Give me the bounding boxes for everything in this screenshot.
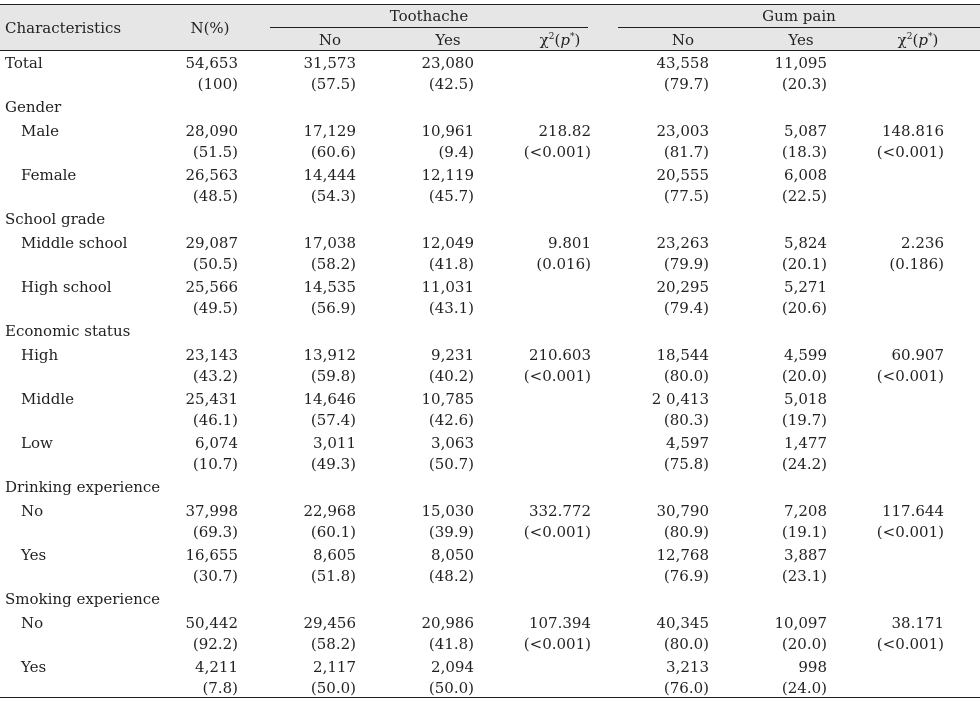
row-label: Low <box>21 434 53 452</box>
table-cell-t-chi-value: 107.394 <box>528 614 591 632</box>
table-cell-g-no-value: 12,768 <box>656 546 709 564</box>
table-cell-n-pct: (49.5) <box>192 299 238 317</box>
table-cell-t-yes-value: 10,785 <box>421 390 474 408</box>
table-cell-t-no-value: 17,129 <box>303 122 356 140</box>
table-cell-g-no-value: 4,597 <box>666 434 709 452</box>
table-cell-n-value: 37,998 <box>185 502 238 520</box>
row-label: Yes <box>21 546 47 564</box>
table-cell-g-yes-value: 998 <box>798 658 827 676</box>
table-cell-t-yes-pct: (42.5) <box>428 75 474 93</box>
table-cell-t-no-value: 17,038 <box>303 234 356 252</box>
table-cell-n-pct: (92.2) <box>192 635 238 653</box>
table-cell-t-chi-value: 9.801 <box>548 234 591 252</box>
table-cell-t-chi-pct: (<0.001) <box>523 367 591 385</box>
table-cell-n-value: 29,087 <box>185 234 238 252</box>
table-cell-g-no-pct: (81.7) <box>663 143 709 161</box>
section-label: Economic status <box>5 322 131 340</box>
table-cell-g-yes-value: 7,208 <box>784 502 827 520</box>
table-cell-t-no-value: 31,573 <box>303 54 356 72</box>
table-cell-g-chi-value: 117.644 <box>881 502 944 520</box>
table-cell-g-chi-pct: (<0.001) <box>876 635 944 653</box>
table-cell-t-no-value: 13,912 <box>303 346 356 364</box>
table-cell-g-yes-pct: (23.1) <box>781 567 827 585</box>
table-cell-g-chi-pct: (<0.001) <box>876 523 944 541</box>
table-cell-t-yes-value: 12,049 <box>421 234 474 252</box>
table-cell-n-value: 16,655 <box>185 546 238 564</box>
table-cell-n-pct: (69.3) <box>192 523 238 541</box>
table-cell-g-no-pct: (80.3) <box>663 411 709 429</box>
table-cell-t-no-value: 14,535 <box>303 278 356 296</box>
row-label: Total <box>5 54 43 72</box>
table-cell-t-yes-value: 20,986 <box>421 614 474 632</box>
table-cell-g-yes-pct: (24.0) <box>781 679 827 697</box>
table-cell-g-yes-pct: (20.6) <box>781 299 827 317</box>
table-cell-t-yes-value: 15,030 <box>421 502 474 520</box>
table-cell-t-no-value: 14,646 <box>303 390 356 408</box>
gum-yes-header: Yes <box>788 31 814 49</box>
toothache-yes-header: Yes <box>435 31 461 49</box>
table-cell-g-yes-value: 5,087 <box>784 122 827 140</box>
table-cell-t-yes-value: 9,231 <box>431 346 474 364</box>
table-cell-t-yes-value: 11,031 <box>421 278 474 296</box>
table-cell-g-yes-value: 5,824 <box>784 234 827 252</box>
table-cell-g-yes-value: 6,008 <box>784 166 827 184</box>
table-cell-t-yes-pct: (39.9) <box>428 523 474 541</box>
table-cell-g-no-pct: (79.7) <box>663 75 709 93</box>
table-cell-t-chi-value: 332.772 <box>528 502 591 520</box>
toothache-no-header: No <box>318 31 342 49</box>
table-cell-t-yes-pct: (40.2) <box>428 367 474 385</box>
table-cell-g-no-value: 3,213 <box>666 658 709 676</box>
row-label: Female <box>21 166 77 184</box>
table-cell-t-chi-value: 218.82 <box>538 122 591 140</box>
table-cell-g-chi-pct: (0.186) <box>889 255 944 273</box>
table-cell-t-no-pct: (57.4) <box>310 411 356 429</box>
table-cell-t-no-pct: (57.5) <box>310 75 356 93</box>
table-cell-t-yes-pct: (50.0) <box>428 679 474 697</box>
table-cell-g-chi-value: 2.236 <box>901 234 944 252</box>
table-cell-t-yes-value: 12,119 <box>421 166 474 184</box>
table-cell-n-pct: (51.5) <box>192 143 238 161</box>
table-cell-g-chi-pct: (<0.001) <box>876 143 944 161</box>
table-cell-n-value: 28,090 <box>185 122 238 140</box>
table-cell-g-no-pct: (75.8) <box>663 455 709 473</box>
table-cell-n-value: 6,074 <box>195 434 238 452</box>
table-cell-g-yes-value: 4,599 <box>784 346 827 364</box>
table-cell-t-no-pct: (50.0) <box>310 679 356 697</box>
table-cell-g-chi-value: 38.171 <box>891 614 944 632</box>
table-cell-t-yes-pct: (41.8) <box>428 635 474 653</box>
table-cell-t-yes-pct: (45.7) <box>428 187 474 205</box>
row-label: Yes <box>21 658 47 676</box>
table-cell-t-yes-value: 8,050 <box>431 546 474 564</box>
table-cell-g-no-value: 30,790 <box>656 502 709 520</box>
table-cell-g-yes-value: 3,887 <box>784 546 827 564</box>
table-cell-t-yes-pct: (48.2) <box>428 567 474 585</box>
table-cell-t-chi-value: 210.603 <box>528 346 591 364</box>
table-cell-n-value: 54,653 <box>185 54 238 72</box>
bottom-rule <box>0 697 980 698</box>
row-label: Male <box>21 122 59 140</box>
table-cell-t-no-value: 2,117 <box>313 658 356 676</box>
row-label: High <box>21 346 59 364</box>
table-cell-t-yes-value: 10,961 <box>421 122 474 140</box>
table-cell-g-yes-value: 11,095 <box>774 54 827 72</box>
table-cell-g-no-pct: (77.5) <box>663 187 709 205</box>
header-bottom-rule <box>0 50 980 51</box>
table-cell-t-no-pct: (58.2) <box>310 255 356 273</box>
table-cell-g-chi-pct: (<0.001) <box>876 367 944 385</box>
table-cell-t-no-pct: (51.8) <box>310 567 356 585</box>
table-cell-g-chi-value: 60.907 <box>891 346 944 364</box>
table-cell-t-no-value: 22,968 <box>303 502 356 520</box>
table-cell-g-yes-pct: (24.2) <box>781 455 827 473</box>
row-label: High school <box>21 278 112 296</box>
gum-pain-header: Gum pain <box>762 7 836 25</box>
table-cell-g-yes-value: 1,477 <box>784 434 827 452</box>
table-cell-g-no-pct: (80.0) <box>663 367 709 385</box>
table-cell-n-pct: (46.1) <box>192 411 238 429</box>
table-cell-t-no-pct: (58.2) <box>310 635 356 653</box>
section-label: School grade <box>5 210 106 228</box>
table-cell-g-no-pct: (76.9) <box>663 567 709 585</box>
table-cell-t-yes-pct: (9.4) <box>438 143 474 161</box>
gum-chi-header: $\chi^2(p^*)$ <box>897 31 939 49</box>
table-cell-t-no-value: 3,011 <box>313 434 356 452</box>
table-cell-t-no-pct: (54.3) <box>310 187 356 205</box>
table-cell-g-no-value: 20,295 <box>656 278 709 296</box>
section-label: Gender <box>5 98 62 116</box>
table-cell-g-chi-value: 148.816 <box>881 122 944 140</box>
table-cell-g-no-pct: (76.0) <box>663 679 709 697</box>
row-label: No <box>21 502 44 520</box>
table-cell-t-no-pct: (59.8) <box>310 367 356 385</box>
characteristics-header: Characteristics <box>5 19 122 37</box>
table-cell-t-yes-pct: (43.1) <box>428 299 474 317</box>
table-cell-t-yes-value: 3,063 <box>431 434 474 452</box>
table-cell-t-chi-pct: (<0.001) <box>523 635 591 653</box>
table-cell-g-no-value: 23,263 <box>656 234 709 252</box>
table-cell-g-yes-pct: (20.0) <box>781 367 827 385</box>
row-label: No <box>21 614 44 632</box>
table-cell-t-no-value: 29,456 <box>303 614 356 632</box>
table-cell-n-value: 25,566 <box>185 278 238 296</box>
table-cell-t-yes-value: 2,094 <box>431 658 474 676</box>
table-cell-g-yes-pct: (22.5) <box>781 187 827 205</box>
toothache-chi-header: $\chi^2(p^*)$ <box>539 31 581 49</box>
table-cell-t-no-pct: (49.3) <box>310 455 356 473</box>
table-cell-t-no-pct: (60.6) <box>310 143 356 161</box>
table-cell-t-chi-pct: (<0.001) <box>523 523 591 541</box>
table-cell-g-no-pct: (80.0) <box>663 635 709 653</box>
table-cell-t-no-pct: (56.9) <box>310 299 356 317</box>
table-cell-g-no-value: 40,345 <box>656 614 709 632</box>
table-cell-g-yes-pct: (20.1) <box>781 255 827 273</box>
table-cell-t-no-value: 8,605 <box>313 546 356 564</box>
table-cell-n-pct: (43.2) <box>192 367 238 385</box>
table-cell-n-pct: (50.5) <box>192 255 238 273</box>
table-cell-g-yes-value: 10,097 <box>774 614 827 632</box>
table-cell-n-pct: (10.7) <box>192 455 238 473</box>
table-cell-g-no-pct: (79.9) <box>663 255 709 273</box>
gum-pain-rule <box>618 27 980 28</box>
section-label: Drinking experience <box>5 478 161 496</box>
table-cell-t-yes-pct: (50.7) <box>428 455 474 473</box>
row-label: Middle school <box>21 234 128 252</box>
table-cell-g-yes-pct: (20.0) <box>781 635 827 653</box>
top-rule <box>0 4 980 5</box>
table-cell-n-pct: (100) <box>197 75 238 93</box>
n-pct-header: N(%) <box>190 19 230 37</box>
gum-no-header: No <box>671 31 695 49</box>
table-cell-g-yes-value: 5,271 <box>784 278 827 296</box>
table-cell-t-no-value: 14,444 <box>303 166 356 184</box>
table-cell-t-yes-value: 23,080 <box>421 54 474 72</box>
table-cell-g-yes-pct: (19.7) <box>781 411 827 429</box>
table-cell-g-no-pct: (79.4) <box>663 299 709 317</box>
table-cell-n-value: 25,431 <box>185 390 238 408</box>
table-cell-n-pct: (48.5) <box>192 187 238 205</box>
table-cell-g-yes-value: 5,018 <box>784 390 827 408</box>
table-cell-g-yes-pct: (20.3) <box>781 75 827 93</box>
table-cell-n-value: 26,563 <box>185 166 238 184</box>
toothache-rule <box>270 27 588 28</box>
table-cell-n-pct: (7.8) <box>202 679 238 697</box>
table-cell-g-yes-pct: (18.3) <box>781 143 827 161</box>
table-cell-t-chi-pct: (0.016) <box>536 255 591 273</box>
table-cell-t-yes-pct: (42.6) <box>428 411 474 429</box>
table-cell-g-no-pct: (80.9) <box>663 523 709 541</box>
table-cell-t-no-pct: (60.1) <box>310 523 356 541</box>
table-cell-g-no-value: 23,003 <box>656 122 709 140</box>
table-cell-g-no-value: 43,558 <box>656 54 709 72</box>
table-cell-g-yes-pct: (19.1) <box>781 523 827 541</box>
row-label: Middle <box>21 390 75 408</box>
table-cell-g-no-value: 18,544 <box>656 346 709 364</box>
table-cell-g-no-value: 2 0,413 <box>651 390 709 408</box>
table-cell-n-pct: (30.7) <box>192 567 238 585</box>
table-cell-n-value: 4,211 <box>195 658 238 676</box>
toothache-header: Toothache <box>389 7 469 25</box>
table-cell-n-value: 50,442 <box>185 614 238 632</box>
table-cell-n-value: 23,143 <box>185 346 238 364</box>
table-cell-t-chi-pct: (<0.001) <box>523 143 591 161</box>
table-cell-g-no-value: 20,555 <box>656 166 709 184</box>
table-cell-t-yes-pct: (41.8) <box>428 255 474 273</box>
section-label: Smoking experience <box>5 590 161 608</box>
